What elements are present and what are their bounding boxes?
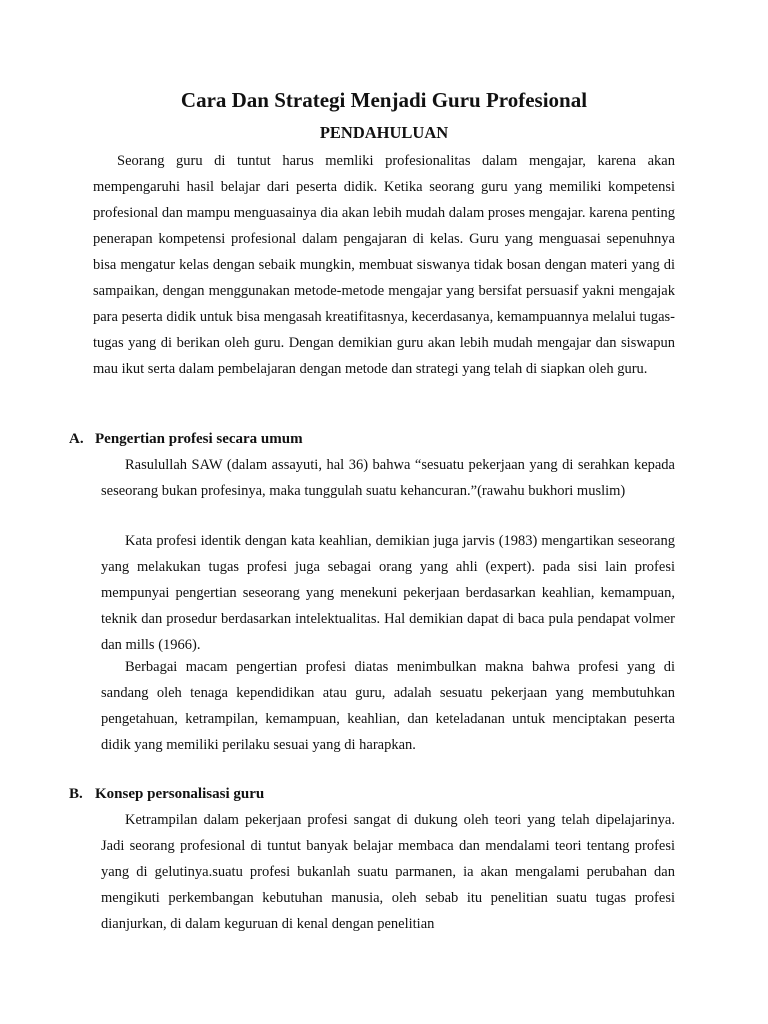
section-b-heading-text: Konsep personalisasi guru [95,786,265,802]
document-title: Cara Dan Strategi Menjadi Guru Profesional [180,88,588,112]
section-b-heading [69,782,264,806]
section-title-pendahuluan: PENDAHULUAN [319,123,449,142]
section-a-paragraph-3: Berbagai macam pengertian profesi diatas menimbulkan makna bahwa profesi yang di sandang oleh tenaga kependidikan atau guru, adalah sesuatu pekerjaan yang membutuhkan pengetahuan, ketrampilan, kemampuan, keahlian, dan keteladanan untuk menciptakan peserta didik yang memiliki perilaku sesuai yang di harapkan. [101,659,675,753]
section-a-paragraph-1: Rasulullah SAW (dalam assayuti, hal 36) bahwa “sesuatu pekerjaan yang di serahkan kepada seseorang bukan profesinya, maka tunggulah suatu kehancuran.”(rawahu bukhori muslim) [101,457,675,499]
intro-paragraph: Seorang guru di tuntut harus memliki profesionalitas dalam mengajar, karena akan mempengaruhi hasil belajar dari peserta didik. Ketika seorang guru yang memiliki kompetensi profesional dan mampu menguasainya dia akan lebih mudah dalam proses mengajar. karena penting penerapan kompetensi profesional dalam pengajaran di kelas. Guru yang menguasai sepenuhnya bisa mengatur kelas dengan sebaik mungkin, membuat siswanya tidak bosan dengan materi yang di sampaikan, dengan menggunakan metode-metode mengajar yang bersifat persuasif yakni mengajak para peserta didik untuk bisa mengasah kreatifitasnya, kecerdasanya, kemampuannya melalui tugas-tugas yang di berikan oleh guru. Dengan demikian guru akan lebih mudah mengajar dan siswapun mau ikut serta dalam pembelajaran dengan metode dan strategi yang telah di siapkan oleh guru. [93,153,675,377]
section-a-heading [69,427,303,451]
section-a-heading-text: Pengertian profesi secara umum [95,431,303,447]
section-b-paragraph-1: Ketrampilan dalam pekerjaan profesi sangat di dukung oleh teori yang telah dipelajarinya. Jadi seorang profesional di tuntut banyak belajar membaca dan mendalami teori tentang profesi yang di gelutinya.suatu profesi bukanlah suatu parmanen, ia akan mengalami perubahan dan mengikuti perkembangan kebutuhan manusia, oleh sebab itu penelitian suatu tugas profesi dianjurkan, di dalam keguruan di kenal dengan penelitian [101,812,675,932]
section-a-paragraph-2: Kata profesi identik dengan kata keahlian, demikian juga jarvis (1983) mengartikan seseorang yang melakukan tugas profesi juga sebagai orang yang ahli (expert). pada sisi lain profesi mempunyai pengertian seseorang yang menekuni pekerjaan berdasarkan keahlian, kemampuan, teknik dan prosedur berdasarkan intelektualitas. Hal demikian dapat di baca pula pendapat volmer dan mills (1966). [101,533,675,653]
section-a-marker: A. [69,431,84,447]
section-b-marker: B. [69,786,83,802]
